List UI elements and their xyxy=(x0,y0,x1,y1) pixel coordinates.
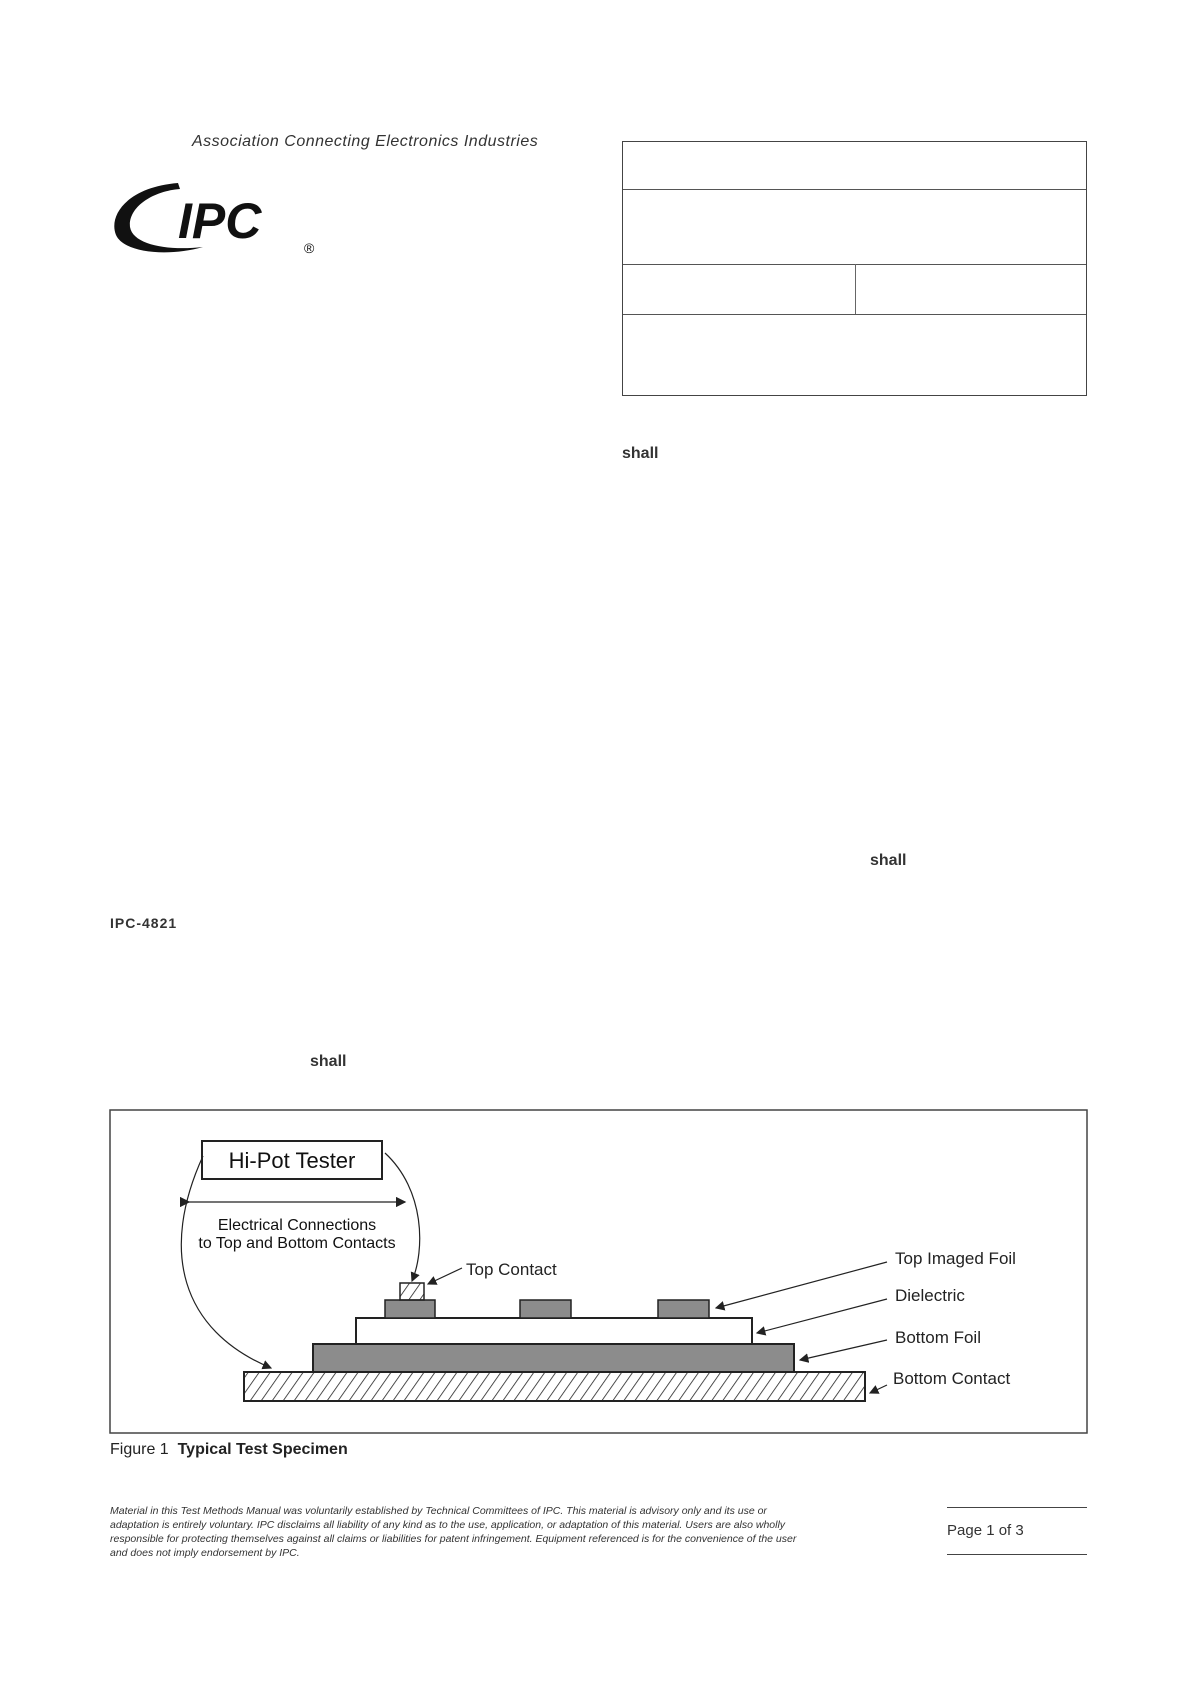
top-foil-pad xyxy=(658,1300,709,1318)
svg-text:®: ® xyxy=(304,240,315,256)
svg-text:to Top and Bottom Contacts: to Top and Bottom Contacts xyxy=(198,1235,396,1252)
figure-number: Figure 1 xyxy=(110,1441,169,1458)
body-text-shall: shall xyxy=(310,1053,347,1070)
top-foil-pad xyxy=(520,1300,571,1318)
body-text-shall: shall xyxy=(870,852,907,869)
reference-ipc-4821: IPC-4821 xyxy=(110,915,178,931)
figure-caption xyxy=(110,1441,348,1459)
body-text-shall: shall xyxy=(622,445,659,462)
page-number: Page 1 of 3 xyxy=(947,1522,1024,1539)
top-foil-pad xyxy=(385,1300,435,1318)
svg-text:Top Imaged Foil: Top Imaged Foil xyxy=(895,1249,1016,1268)
bottom-contact xyxy=(244,1372,865,1401)
figure-title: Typical Test Specimen xyxy=(177,1441,348,1458)
svg-text:Top Contact: Top Contact xyxy=(466,1260,557,1279)
page-number-box xyxy=(947,1507,1087,1555)
ipc-tagline: Association Connecting Electronics Industries xyxy=(192,133,539,150)
connection-wire-bottom xyxy=(181,1156,271,1368)
top-contact xyxy=(400,1283,424,1300)
svg-text:Hi-Pot Tester: Hi-Pot Tester xyxy=(228,1148,356,1173)
svg-text:Bottom Contact: Bottom Contact xyxy=(893,1369,1011,1388)
svg-text:IPC: IPC xyxy=(178,193,262,249)
svg-text:Dielectric: Dielectric xyxy=(895,1286,965,1305)
dielectric xyxy=(356,1318,752,1344)
svg-text:Electrical Connections: Electrical Connections xyxy=(217,1217,377,1234)
connection-wire-top xyxy=(385,1153,420,1281)
footer-disclaimer: Material in this Test Methods Manual was voluntarily established by Technical Committees of IPC. This material is advisory only and its use or adaptation is entirely voluntary. IPC disclaims all liability of any kind as to the use, application, or adaptation of this material. Users are also wholly responsible for protecting themselves against all claims or liabilities for patent infringement. Equipment referenced is for the convenience of the user and does not imply endorsement by IPC. xyxy=(110,1505,797,1559)
svg-text:Bottom Foil: Bottom Foil xyxy=(895,1328,981,1347)
bottom-foil xyxy=(313,1344,794,1372)
